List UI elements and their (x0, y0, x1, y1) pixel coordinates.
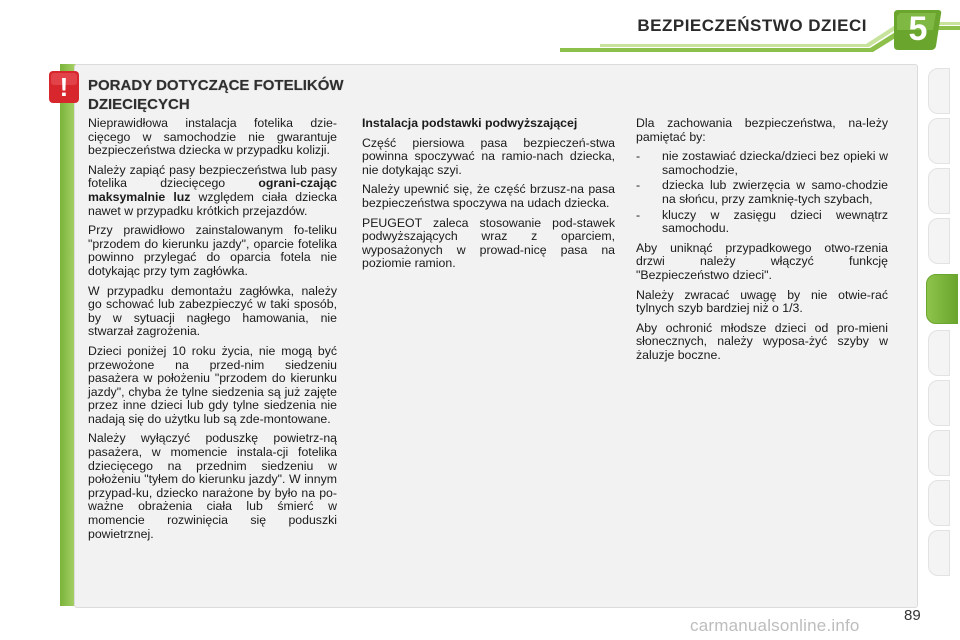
list-item-text: dziecka lub zwierzęcia w samo-chodzie na słońcu, przy zamknię-tych szybach, (662, 178, 888, 206)
col1-p2-text-b: względem ciała dziecka nawet w przypadku krótkich przejazdów. (88, 189, 337, 218)
chapter-badge (892, 6, 944, 52)
chapter-tab-3[interactable] (928, 168, 950, 214)
col1-paragraph-4: W przypadku demontażu zagłówka, należy go schować lub zabezpieczyć w taki sposób, by w sytuacji nagłego hamowania, nie stwarzał zagrożenia. (88, 283, 337, 339)
col1-p2-text-a: Należy zapiąć pasy bezpieczeństwa lub pasy fotelika dziecięcego (88, 162, 337, 191)
list-item-text: nie zostawiać dziecka/dzieci bez opieki w samochodzie, (662, 149, 888, 177)
col1-paragraph-5: Dzieci poniżej 10 roku życia, nie mogą być przewożone na przed-nim siedzeniu pasażera w położeniu "przodem do kierunku jazdy", chyba że tylne siedzenia są już zajęte przez inne dzieci lub gdy tylne siedzenia nie nadają się do użytku lub są zde-montowane. (88, 343, 337, 426)
warning-badge (48, 70, 80, 104)
chapter-number: 5 (908, 10, 928, 48)
col3-paragraph-4: Aby ochronić młodsze dzieci od pro-mieni słonecznych, należy wyposa-żyć szyby w żaluzje boczne. (636, 320, 888, 362)
col1-p2-bold: ograni-czając maksymalnie luz (88, 176, 337, 204)
col3-intro: Dla zachowania bezpieczeństwa, na-leży pamiętać by: (636, 116, 888, 144)
watermark: carmanualsonline.info (690, 616, 860, 635)
col1-paragraph-1: Nieprawidłowa instalacja fotelika dzie-cięcego w samochodzie nie gwarantuje bezpieczeństwa dziecka w przypadku kolizji. (88, 116, 337, 158)
column-left (88, 117, 337, 547)
bullet-dash: - (636, 207, 641, 222)
column-right (636, 117, 888, 369)
section-title: PORADY DOTYCZĄCE FOTELIKÓW DZIECIĘCYCH (88, 77, 344, 113)
chapter-tab-8[interactable] (928, 430, 950, 476)
bullet-dash: - (636, 149, 641, 164)
col2-paragraph-1: Część piersiowa pasa bezpieczeń-stwa powinna spoczywać na ramio-nach dziecka, nie dotykając szyi. (362, 135, 615, 177)
col3-paragraph-2: Aby uniknąć przypadkowego otwo-rzenia drzwi należy włączyć funkcję "Bezpieczeństwo dzieci". (636, 240, 888, 282)
col3-paragraph-3: Należy zwracać uwagę by nie otwie-rać tylnych szyb bardziej niż o 1/3. (636, 287, 888, 316)
chapter-tab-9[interactable] (928, 480, 950, 526)
chapter-tab-6[interactable] (928, 330, 950, 376)
chapter-tab-2[interactable] (928, 118, 950, 164)
chapter-title: BEZPIECZEŃSTWO DZIECI (637, 16, 867, 35)
col1-paragraph-6: Należy wyłączyć poduszkę powietrz-ną pasażera, w momencie instala-cji fotelika dziecięcego na przednim siedzeniu w położeniu "tyłem do kierunku jazdy". W innym przypad-ku, dziecko narażone by było na po-ważne obrażenia ciała lub śmierć w momencie rozwinięcia się poduszki powietrznej. (88, 431, 337, 541)
chapter-tab-10[interactable] (928, 530, 950, 576)
list-item (636, 150, 888, 177)
column-middle (362, 117, 615, 277)
chapter-tab-strip (928, 68, 960, 596)
col2-paragraph-2: Należy upewnić się, że część brzusz-na pasa bezpieczeństwa spoczywa na udach dziecka. (362, 182, 615, 210)
col1-paragraph-2 (88, 164, 337, 218)
col2-heading: Instalacja podstawki podwyższającej (362, 116, 578, 130)
chapter-tab-1[interactable] (928, 68, 950, 114)
col2-paragraph-3: PEUGEOT zaleca stosowanie pod-stawek podwyższających wraz z oparciem, wyposażonych w prowad-nicę pasa na poziomie ramion. (362, 215, 615, 271)
warning-mark: ! (59, 72, 69, 102)
bullet-dash: - (636, 178, 641, 193)
chapter-tab-4[interactable] (928, 218, 950, 264)
chapter-tab-7[interactable] (928, 380, 950, 426)
chapter-tab-5-active[interactable] (926, 274, 958, 324)
list-item (636, 179, 888, 206)
page-number: 89 (904, 607, 921, 624)
list-item-text: kluczy w zasięgu dzieci wewnątrz samochodu. (662, 207, 888, 236)
col3-bullet-list (636, 150, 888, 236)
col1-paragraph-3: Przy prawidłowo zainstalowanym fo-teliku "przodem do kierunku jazdy", oparcie fotelika powinno przylegać do oparcia fotela nie dotykając przy tym zagłówka. (88, 223, 337, 278)
list-item (636, 209, 888, 236)
